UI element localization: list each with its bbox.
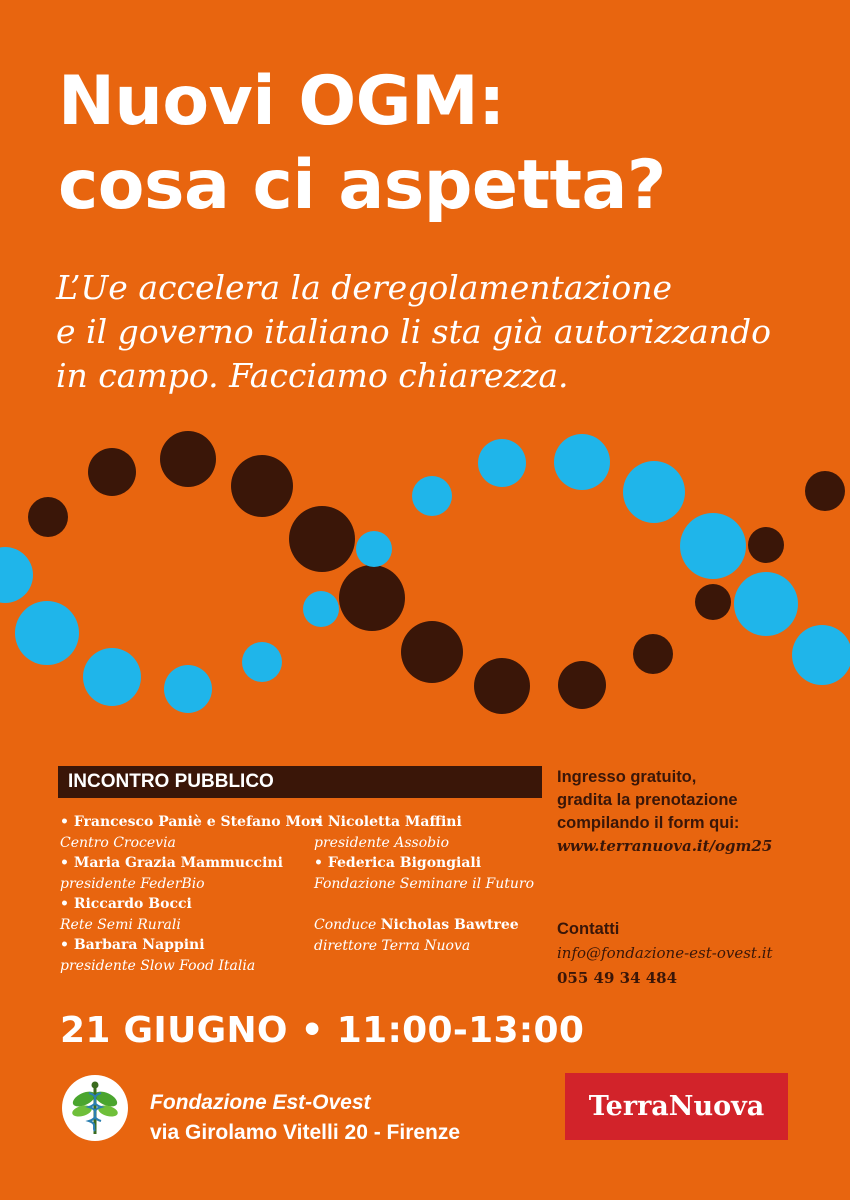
speaker-name: • Maria Grazia Mammuccini: [60, 855, 283, 871]
helix-dot: [680, 513, 746, 579]
speaker-role: presidente Assobio: [314, 834, 450, 851]
speaker-item: [314, 853, 534, 894]
helix-dot: [242, 642, 282, 682]
speaker-role: presidente FederBio: [60, 875, 205, 892]
helix-dot: [88, 448, 136, 496]
helix-dot: [474, 658, 530, 714]
registration-info: [557, 766, 772, 858]
helix-dot: [0, 547, 33, 603]
contacts-block: [557, 918, 773, 991]
helix-dot: [748, 527, 784, 563]
helix-dot: [623, 461, 685, 523]
moderator-item: [314, 915, 534, 956]
terranuova-logo: TerraNuova: [565, 1073, 788, 1140]
speakers-left-column: [60, 812, 323, 976]
contacts-label: Contatti: [557, 920, 620, 938]
helix-dot: [805, 471, 845, 511]
speakers-right-column: [314, 812, 534, 956]
helix-dot: [412, 476, 452, 516]
helix-dot: [695, 584, 731, 620]
helix-dot: [15, 601, 79, 665]
contact-email-link[interactable]: info@fondazione-est-ovest.it: [557, 944, 773, 962]
helix-dot: [734, 572, 798, 636]
caduceus-icon: [62, 1075, 128, 1141]
title-line-2: cosa ci aspetta?: [58, 146, 666, 225]
subtitle-line-2: e il governo italiano li sta già autorizzando: [56, 312, 771, 351]
moderator-role: direttore Terra Nuova: [314, 937, 471, 954]
speaker-item: [60, 853, 323, 894]
helix-dot: [164, 665, 212, 713]
speaker-item: [314, 812, 534, 853]
venue-address: via Girolamo Vitelli 20 - Firenze: [150, 1121, 461, 1144]
speaker-name: • Federica Bigongiali: [314, 855, 482, 871]
event-date-time: 21 GIUGNO • 11:00-13:00: [60, 1010, 585, 1051]
speaker-name: • Francesco Paniè e Stefano Mori: [60, 814, 323, 830]
helix-dot: [160, 431, 216, 487]
subtitle: [56, 266, 771, 398]
helix-dot: [83, 648, 141, 706]
helix-dot: [28, 497, 68, 537]
helix-dot: [303, 591, 339, 627]
helix-dot: [289, 506, 355, 572]
speaker-item: [60, 894, 323, 935]
event-type-banner: INCONTRO PUBBLICO: [58, 766, 542, 798]
title-line-1: Nuovi OGM:: [58, 62, 505, 141]
helix-dot: [558, 661, 606, 709]
page-title: [58, 60, 666, 228]
info-line-3: compilando il form qui:: [557, 814, 740, 832]
speaker-name: • Barbara Nappini: [60, 937, 205, 953]
subtitle-line-3: in campo. Facciamo chiarezza.: [56, 356, 569, 395]
speaker-role: presidente Slow Food Italia: [60, 957, 256, 974]
registration-link[interactable]: www.terranuova.it/ogm25: [557, 837, 773, 855]
speaker-role: Centro Crocevia: [60, 834, 176, 851]
speaker-role: Fondazione Seminare il Futuro: [314, 875, 535, 892]
helix-dot: [356, 531, 392, 567]
helix-dot: [339, 565, 405, 631]
helix-dot: [633, 634, 673, 674]
venue-block: [150, 1088, 460, 1148]
dna-helix-illustration: [0, 425, 850, 725]
speaker-role: Rete Semi Rurali: [60, 916, 181, 933]
info-line-2: gradita la prenotazione: [557, 791, 738, 809]
helix-dot: [792, 625, 850, 685]
helix-dot: [231, 455, 293, 517]
speaker-name: • Riccardo Bocci: [60, 896, 192, 912]
helix-dot: [478, 439, 526, 487]
moderator-name: Nicholas Bawtree: [380, 917, 519, 933]
venue-organization: Fondazione Est-Ovest: [150, 1091, 371, 1114]
helix-dot: [401, 621, 463, 683]
speaker-item: [60, 935, 323, 976]
moderator-prefix: Conduce: [314, 917, 381, 933]
subtitle-line-1: L’Ue accelera la deregolamentazione: [56, 268, 673, 307]
contact-phone: 055 49 34 484: [557, 969, 678, 987]
info-line-1: Ingresso gratuito,: [557, 768, 697, 786]
speaker-name: • Nicoletta Maffini: [314, 814, 462, 830]
speaker-item: [60, 812, 323, 853]
helix-dot: [554, 434, 610, 490]
